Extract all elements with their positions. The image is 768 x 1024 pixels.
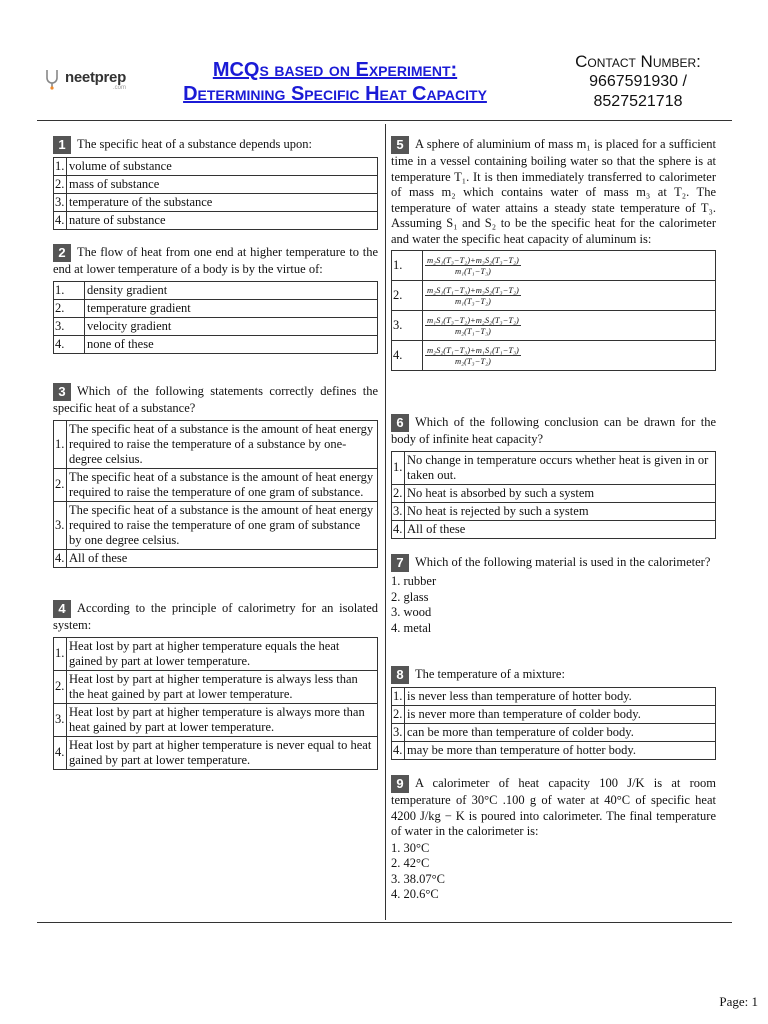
option-formula (423, 341, 716, 371)
options-table (391, 687, 716, 760)
option-row[interactable] (54, 736, 378, 769)
question-number: 2 (53, 244, 71, 262)
option-text: Heat lost by part at higher temperature is always more than heat gained by part at lower temperature. (67, 703, 378, 736)
option-row[interactable] (54, 212, 378, 230)
page-title-line-1: MCQs based on Experiment: (212, 59, 458, 81)
option-text: The specific heat of a substance is the amount of heat energy required to raise the temperature of a substance by one-degree celsius. (67, 420, 378, 468)
option-text[interactable]: 4. 20.6°C (391, 887, 439, 901)
question-number: 4 (53, 600, 71, 618)
option-number: 1. (54, 420, 67, 468)
option-text: density gradient (85, 281, 378, 299)
logo-text: neetprep (65, 69, 126, 86)
options-table (391, 250, 716, 371)
option-text: No change in temperature occurs whether heat is given in or taken out. (405, 451, 716, 484)
option-number: 1. (392, 451, 405, 484)
option-text: volume of substance (67, 158, 378, 176)
fraction (425, 285, 521, 306)
question-stem: The flow of heat from one end at higher temperature to the end at lower temperature of a body is by the virtue of: (53, 244, 378, 276)
option-number: 2. (392, 281, 423, 311)
option-row[interactable] (54, 468, 378, 501)
option-number: 4. (54, 335, 85, 353)
logo-sub: .com (113, 85, 127, 91)
option-number: 4. (54, 736, 67, 769)
options-table (53, 157, 378, 230)
fraction-denominator: m₁(T₁−T₃) (455, 266, 491, 276)
option-text[interactable]: 2. 42°C (391, 856, 430, 870)
question-7 (391, 554, 716, 636)
contact-block (548, 52, 728, 112)
option-row[interactable] (392, 706, 716, 724)
option-number: 2. (54, 670, 67, 703)
page-number: Page: 1 (719, 994, 758, 1009)
option-text: The specific heat of a substance is the amount of heat energy required to raise the temperature of one gram of substance. (67, 468, 378, 501)
question-number: 6 (391, 414, 409, 432)
question-stem: The temperature of a mixture: (415, 666, 565, 681)
option-text: may be more than temperature of hotter body. (405, 742, 716, 760)
option-row[interactable] (392, 341, 716, 371)
option-text: mass of substance (67, 176, 378, 194)
option-text: nature of substance (67, 212, 378, 230)
option-number: 3. (54, 703, 67, 736)
question-stem: The specific heat of a substance depends upon: (77, 136, 312, 151)
fraction-denominator: m₂(T₁−T₃) (455, 326, 491, 336)
option-text[interactable]: 3. wood (391, 605, 432, 619)
column-divider (385, 124, 386, 920)
option-number: 3. (392, 311, 423, 341)
option-number: 4. (392, 520, 405, 538)
option-row[interactable] (392, 251, 716, 281)
question-8 (391, 666, 716, 760)
question-number: 1 (53, 136, 71, 154)
option-row[interactable] (392, 484, 716, 502)
fraction-numerator: m₂S₂(T₁−T₃)+m₁S₁(T₁−T₃) (427, 345, 519, 355)
options-table (53, 281, 378, 354)
option-row[interactable] (54, 194, 378, 212)
option-text[interactable]: 2. glass (391, 589, 429, 604)
option-number: 3. (54, 317, 85, 335)
question-stem: Which of the following statements correctly defines the specific heat of a substance? (53, 383, 378, 415)
footer-divider (37, 922, 732, 923)
question-3 (53, 383, 378, 568)
option-row[interactable] (54, 176, 378, 194)
option-row[interactable] (54, 549, 378, 567)
fraction-denominator: m₂(T₃−T₂) (455, 356, 491, 366)
option-row[interactable] (54, 158, 378, 176)
question-number: 9 (391, 775, 409, 793)
option-number: 1. (392, 688, 405, 706)
option-row[interactable] (54, 335, 378, 353)
option-number: 4. (54, 549, 67, 567)
question-6 (391, 414, 716, 539)
contact-number-2: 8527521718 (593, 93, 683, 110)
question-number: 3 (53, 383, 71, 401)
option-row[interactable] (392, 502, 716, 520)
question-9 (391, 775, 716, 903)
fraction (425, 315, 521, 336)
option-text: is never less than temperature of hotter body. (405, 688, 716, 706)
question-2 (53, 244, 378, 354)
options-table (391, 451, 716, 539)
option-number: 1. (54, 281, 85, 299)
option-number: 2. (392, 706, 405, 724)
option-formula (423, 251, 716, 281)
option-row[interactable] (54, 703, 378, 736)
question-stem: A calorimeter of heat capacity 100 J/K is at room temperature of 30°C .100 g of water at 40°C of specific heat 4200 J/kg − K is poured into calorimeter. The final temperature of water in the calorimeter is: (391, 775, 716, 838)
option-text: No heat is rejected by such a system (405, 502, 716, 520)
fraction-numerator: m₂S₁(T₃−T₂)+m₃S₂(T₃−T₂) (427, 255, 519, 265)
option-number: 2. (392, 484, 405, 502)
option-row[interactable] (54, 670, 378, 703)
option-text: All of these (405, 520, 716, 538)
option-text: velocity gradient (85, 317, 378, 335)
page-title-line-2: Determining Specific Heat Capacity (183, 83, 487, 105)
option-number: 4. (392, 742, 405, 760)
question-5 (391, 136, 716, 371)
option-text: The specific heat of a substance is the amount of heat energy required to raise the temperature of one gram of substance by one degree celsius. (67, 501, 378, 549)
option-number: 3. (392, 724, 405, 742)
neetprep-logo (43, 66, 143, 94)
option-row[interactable] (392, 688, 716, 706)
option-row[interactable] (54, 420, 378, 468)
question-4 (53, 600, 378, 770)
option-text[interactable]: 1. rubber (391, 574, 437, 588)
option-text: is never more than temperature of colder body. (405, 706, 716, 724)
option-row[interactable] (54, 637, 378, 670)
option-number: 4. (392, 341, 423, 371)
fraction-numerator: m₁S₁(T₃−T₂)+m₂S₂(T₃−T₂) (427, 315, 519, 325)
option-number: 1. (54, 637, 67, 670)
option-text: temperature gradient (85, 299, 378, 317)
question-stem: Which of the following conclusion can be drawn for the body of infinite heat capacity? (391, 414, 716, 446)
option-row[interactable] (392, 451, 716, 484)
option-row[interactable] (54, 299, 378, 317)
option-text: Heat lost by part at higher temperature equals the heat gained by part at lower temperature. (67, 637, 378, 670)
option-row[interactable] (54, 317, 378, 335)
option-formula (423, 311, 716, 341)
option-text: Heat lost by part at higher temperature is never equal to heat gained by part at lower temperature. (67, 736, 378, 769)
option-text[interactable]: 3. 38.07°C (391, 871, 445, 886)
option-text: No heat is absorbed by such a system (405, 484, 716, 502)
option-formula (423, 281, 716, 311)
question-stem: According to the principle of calorimetry for an isolated system: (53, 600, 378, 632)
option-row[interactable] (54, 501, 378, 549)
option-row[interactable] (392, 724, 716, 742)
option-row[interactable] (54, 281, 378, 299)
option-number: 1. (54, 158, 67, 176)
option-number: 2. (54, 176, 67, 194)
question-number: 8 (391, 666, 409, 684)
fraction (425, 345, 521, 366)
fraction-numerator: m₂S₁(T₁−T₃)+m₃S₂(T₃−T₂) (427, 285, 519, 295)
option-number: 3. (54, 194, 67, 212)
stethoscope-icon (43, 68, 61, 90)
option-number: 1. (392, 251, 423, 281)
option-number: 4. (54, 212, 67, 230)
option-text[interactable]: 4. metal (391, 620, 432, 635)
fraction-denominator: m₁(T₃−T₂) (455, 296, 491, 306)
option-text: All of these (67, 549, 378, 567)
contact-number-1: 9667591930 / (589, 73, 687, 90)
question-stem: Which of the following material is used in the calorimeter? (415, 554, 711, 569)
question-1 (53, 136, 378, 230)
option-row[interactable] (392, 520, 716, 538)
option-row[interactable] (392, 281, 716, 311)
option-number: 3. (392, 502, 405, 520)
question-stem: A sphere of aluminium of mass m₁ is placed for a sufficient time in a vessel containing boiling water so that the sphere is at temperature T₁. It is then immediately transferred to calorimeter of mass m₂ which contains water of mass m₃ at T₂. The temperature of water attains a steady state temperature of T₃. Assuming S₁ and S₂ to be the specific heat for the calorimeter and water the specific heat capacity of aluminum is: (391, 136, 716, 246)
options-table (53, 420, 378, 568)
option-number: 3. (54, 501, 67, 549)
option-text: can be more than temperature of colder body. (405, 724, 716, 742)
option-text: temperature of the substance (67, 194, 378, 212)
fraction (425, 255, 521, 276)
question-number: 7 (391, 554, 409, 572)
options-table (53, 637, 378, 770)
option-row[interactable] (392, 311, 716, 341)
option-number: 2. (54, 468, 67, 501)
option-row[interactable] (392, 742, 716, 760)
contact-label: Contact Number: (575, 52, 701, 71)
header-divider (37, 120, 732, 121)
option-number: 2. (54, 299, 85, 317)
question-number: 5 (391, 136, 409, 154)
option-text: Heat lost by part at higher temperature is always less than the heat gained by part at lower temperature. (67, 670, 378, 703)
option-text[interactable]: 1. 30°C (391, 840, 430, 855)
option-text: none of these (85, 335, 378, 353)
